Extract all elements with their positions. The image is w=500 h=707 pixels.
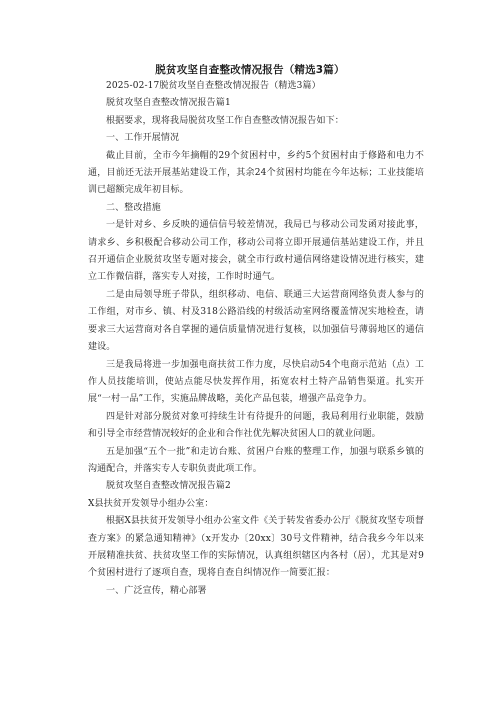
document-title: 脱贫攻坚自查整改情况报告（精选3篇）: [155, 64, 345, 76]
paragraph-measure-4: 四是针对部分脱贫对象可持续生计有待提升的问题，我局利用行业职能，鼓励和引导全市经营情况较好的企业和合作社优先解决贫困人口的就业问题。: [88, 411, 424, 440]
heading-work-progress: 一、工作开展情况: [106, 133, 180, 144]
document-body: [88, 78, 424, 600]
paragraph-measure-3: 三是我局将进一步加强电商扶贫工作力度，尽快启动54个电商示范站（点）工作人员技能培训，使站点能尽快发挥作用，拓宽农村土特产品销售渠道。扎实开展“一村一品”工作，实施品牌战略，美化产品包装，增强产品竞争力。: [88, 359, 424, 405]
section-heading-article-2: 脱贫攻坚自查整改情况报告篇2: [106, 481, 231, 492]
paragraph-measure-5: 五是加强“五个一批”和走访台账、贫困户台账的整理工作，加强与联系乡镇的沟通配合，并落实专人专职负责此项工作。: [88, 446, 424, 474]
heading-rectification-measures: 二、整改措施: [106, 202, 161, 213]
addressee-line: X县扶贫开发领导小组办公室：: [88, 498, 214, 509]
intro-paragraph: 根据要求，现将我局脱贫攻坚工作自查整改情况报告如下：: [106, 115, 344, 126]
paragraph-measure-1: 一是针对乡、乡反映的通信信号较差情况，我局已与移动公司发函对接此事，请求乡、乡积极配合移动公司工作，移动公司将立即开展通信基站建设工作，并且召开通信企业脱贫攻坚专题对接会，就全市行政村通信网络建设情况进行核实，建立工作微信群，落实专人对接，工作时时通气。: [88, 220, 424, 283]
heading-publicity-deployment: 一、广泛宣传，精心部署: [106, 585, 207, 596]
date-line: 2025-02-17脱贫攻坚自查整改情况报告（精选3篇）: [106, 81, 321, 91]
section-heading-article-1: 脱贫攻坚自查整改情况报告篇1: [106, 98, 231, 109]
paragraph-measure-2: 二是由局领导班子带队，组织移动、电信、联通三大运营商网络负责人参与的工作组，对市乡、镇、村及318公路沿线的村级活动室网络覆盖情况实地检查，请要求三大运营商对各自掌握的通信质量情况进行复核，以加强信号薄弱地区的通信建设。: [88, 289, 424, 353]
paragraph-article-2-intro: 根据X县扶贫开发领导小组办公室文件《关于转发省委办公厅《脱贫攻坚专项督查方案》的紧急通知精神》（x开发办〔20xx〕30号文件精神，结合我乡今年以来开展精准扶贫、扶贫攻坚工作的实际情况，认真组织辖区内各村（居），尤其是对9个贫困村进行了逐项自查，现将自查自纠情况作一简要汇报：: [88, 516, 424, 579]
paragraph-progress-status: 截止目前，全市今年摘帽的29个贫困村中，乡约5个贫困村由于修路和电力不通，目前还无法开展基站建设工作，其余24个贫困村均能在今年达标；工业技能培训已超额完成年初目标。: [88, 150, 424, 196]
